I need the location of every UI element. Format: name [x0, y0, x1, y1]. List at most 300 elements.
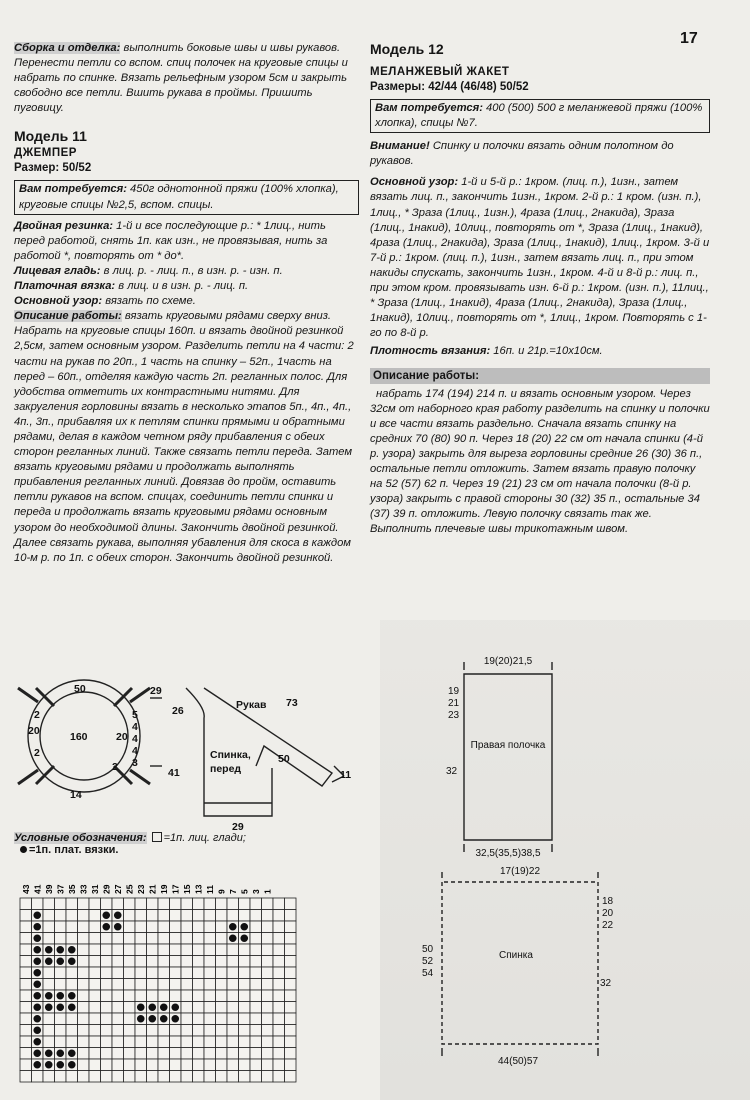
chart-cell [181, 944, 193, 956]
chart-cell [193, 1048, 205, 1060]
model11-subtitle: ДЖЕМПЕР [14, 147, 77, 160]
chart-cell [227, 1002, 239, 1014]
chart-cell [239, 944, 251, 956]
chart-cell [147, 910, 159, 922]
left-column [14, 41, 359, 566]
chart-cell [112, 1059, 124, 1071]
chart-cell [124, 979, 136, 991]
chart-cell [101, 1048, 113, 1060]
back-left-dim-3: 54 [422, 968, 434, 979]
chart-dot [33, 1015, 41, 1023]
front-left-dim-1: 19 [448, 686, 460, 697]
chart-cell [170, 1036, 182, 1048]
chart-cell [158, 1059, 170, 1071]
chart-cell [89, 933, 101, 945]
chart-cell [239, 1025, 251, 1037]
chart-cell [227, 967, 239, 979]
chart-cell [285, 1059, 297, 1071]
chart-cell [66, 1071, 78, 1083]
chart-cell [285, 944, 297, 956]
chart-dot [33, 1038, 41, 1046]
chart-dot [33, 1003, 41, 1011]
chart-cell [147, 979, 159, 991]
chart-cell [112, 1036, 124, 1048]
chart-cell [135, 990, 147, 1002]
chart-dot [33, 980, 41, 988]
chart-cell [78, 967, 90, 979]
yoke-center-count: 160 [70, 731, 88, 743]
chart-cell [216, 944, 228, 956]
chart-dot [45, 1061, 53, 1069]
chart-cell [250, 898, 262, 910]
chart-cell [112, 1013, 124, 1025]
chart-dot [33, 957, 41, 965]
chart-cell [124, 1002, 136, 1014]
chart-cell [43, 979, 55, 991]
chart-cell [250, 1036, 262, 1048]
chart-cell [147, 1048, 159, 1060]
chart-cell [204, 1071, 216, 1083]
chart-cell [55, 910, 67, 922]
chart-column-label: 29 [101, 884, 112, 894]
chart-cell [78, 898, 90, 910]
chart-cell [193, 1025, 205, 1037]
chart-cell [20, 921, 32, 933]
chart-cell [124, 956, 136, 968]
chart-cell [204, 1048, 216, 1060]
chart-cell [135, 1036, 147, 1048]
chart-cell [227, 1013, 239, 1025]
chart-cell [216, 1013, 228, 1025]
chart-cell [170, 910, 182, 922]
chart-dot [56, 1049, 64, 1057]
chart-dot [68, 1061, 76, 1069]
chart-cell [273, 933, 285, 945]
chart-cell [227, 1071, 239, 1083]
chart-dot [229, 934, 237, 942]
chart-cell [181, 1025, 193, 1037]
chart-cell [250, 990, 262, 1002]
sleeve-label: Рукав [236, 699, 267, 711]
chart-cell [20, 1036, 32, 1048]
legend-square-icon [152, 832, 162, 842]
chart-cell [250, 1059, 262, 1071]
chart-cell [135, 967, 147, 979]
assembly-text: выполнить боковые швы и швы рукавов. Перенести петли со вспом. спиц полочек на круговые спицы и набрать по спинке. Вязать рельефным узором 5см и закрыть свободно все петли. Вшить рукава в проймы. Пришить пуговицу. [14, 42, 348, 115]
chart-cell [227, 956, 239, 968]
chart-cell [112, 1071, 124, 1083]
chart-cell [101, 1071, 113, 1083]
density-label: Плотность вязания: [370, 345, 491, 358]
chart-dot [45, 992, 53, 1000]
chart-cell [20, 933, 32, 945]
chart-cell [101, 933, 113, 945]
chart-dot [68, 1049, 76, 1057]
chart-cell [227, 979, 239, 991]
chart-column-label: 15 [181, 884, 192, 894]
chart-cell [250, 979, 262, 991]
chart-cell [124, 1059, 136, 1071]
chart-cell [273, 1048, 285, 1060]
chart-cell [135, 898, 147, 910]
chart-cell [158, 1025, 170, 1037]
chart-cell [20, 1002, 32, 1014]
model12-schematic [420, 650, 650, 1090]
chart-cell [170, 898, 182, 910]
chart-cell [55, 967, 67, 979]
chart-cell [227, 944, 239, 956]
chart-cell [43, 1071, 55, 1083]
chart-cell [262, 898, 274, 910]
chart-cell [20, 967, 32, 979]
assembly-label: Сборка и отделка: [14, 42, 121, 54]
chart-column-label: 27 [112, 884, 123, 894]
chart-cell [43, 910, 55, 922]
chart-cell [101, 1025, 113, 1037]
chart-cell [193, 933, 205, 945]
chart-cell [239, 979, 251, 991]
stockinette-text: в лиц. р. - лиц. п., в изн. р. - изн. п. [100, 264, 283, 277]
chart-cell [227, 898, 239, 910]
chart-cell [193, 1059, 205, 1071]
chart-cell [101, 1059, 113, 1071]
chart-cell [170, 956, 182, 968]
chart-cell [262, 979, 274, 991]
chart-cell [193, 967, 205, 979]
chart-cell [158, 956, 170, 968]
chart-cell [89, 1025, 101, 1037]
chart-cell [216, 1002, 228, 1014]
chart-cell [216, 990, 228, 1002]
chart-cell [262, 1013, 274, 1025]
body-width-dim: 29 [232, 821, 244, 830]
chart-cell [216, 1059, 228, 1071]
chart-cell [101, 944, 113, 956]
chart-column-label: 17 [170, 884, 181, 894]
chart-cell [89, 990, 101, 1002]
chart-cell [216, 1025, 228, 1037]
chart-cell [135, 979, 147, 991]
model12-pattern-label: Основной узор: [370, 176, 459, 189]
chart-cell [285, 921, 297, 933]
model11-title: Модель 11 [14, 128, 87, 145]
chart-cell [273, 1059, 285, 1071]
chart-cell [124, 910, 136, 922]
chart-cell [170, 1059, 182, 1071]
chart-cell [66, 967, 78, 979]
chart-column-label: 11 [204, 885, 215, 894]
yoke-step-3: 4 [132, 733, 138, 745]
chart-cell [170, 921, 182, 933]
chart-cell [89, 956, 101, 968]
chart-cell [78, 956, 90, 968]
chart-cell [204, 910, 216, 922]
chart-dot [114, 911, 122, 919]
density-paragraph [370, 344, 710, 359]
chart-dot [148, 1003, 156, 1011]
chart-cell [216, 910, 228, 922]
chart-dot [240, 923, 248, 931]
chart-cell [204, 1013, 216, 1025]
chart-column-label: 31 [89, 884, 100, 894]
chart-dot [45, 946, 53, 954]
chart-cell [273, 1013, 285, 1025]
model12-materials-box [370, 99, 710, 133]
chart-cell [55, 979, 67, 991]
chart-cell [20, 1048, 32, 1060]
chart-cell [285, 990, 297, 1002]
chart-cell [170, 967, 182, 979]
chart-cell [285, 910, 297, 922]
chart-cell [216, 1048, 228, 1060]
chart-column-label: 39 [43, 884, 54, 894]
chart-cell [89, 1013, 101, 1025]
chart-cell [20, 979, 32, 991]
chart-cell [250, 956, 262, 968]
legend-dot-text: =1п. плат. вязки. [29, 844, 119, 856]
chart-cell [55, 1013, 67, 1025]
chart-dot [240, 934, 248, 942]
chart-cell [124, 1013, 136, 1025]
chart-cell [273, 1025, 285, 1037]
chart-dot [102, 911, 110, 919]
chart-cell [204, 990, 216, 1002]
chart-cell [66, 898, 78, 910]
chart-cell [285, 1025, 297, 1037]
chart-cell [112, 944, 124, 956]
chart-cell [78, 1059, 90, 1071]
back-left-dim-1: 50 [422, 944, 434, 955]
chart-cell [147, 1071, 159, 1083]
model11-schematic [14, 658, 359, 830]
chart-cell [239, 1013, 251, 1025]
chart-cell [43, 1036, 55, 1048]
chart-dot [33, 911, 41, 919]
back-outline [442, 882, 598, 1044]
rib-label: Двойная резинка: [14, 219, 114, 232]
chart-cell [147, 921, 159, 933]
chart-cell [112, 1002, 124, 1014]
raglan-depth-dim: 26 [172, 705, 184, 717]
chart-cell [239, 1059, 251, 1071]
chart-cell [204, 1025, 216, 1037]
chart-cell [20, 1071, 32, 1083]
chart-column-label: 25 [124, 884, 135, 894]
chart-cell [262, 944, 274, 956]
chart-cell [262, 910, 274, 922]
model11-need-label: Вам потребуется: [19, 183, 127, 196]
chart-dot [171, 1015, 179, 1023]
chart-cell [181, 921, 193, 933]
chart-cell [124, 990, 136, 1002]
chart-cell [89, 1036, 101, 1048]
chart-cell [227, 990, 239, 1002]
chart-cell [147, 990, 159, 1002]
chart-cell [170, 1048, 182, 1060]
front-top-dim: 19(20)21,5 [483, 656, 533, 667]
chart-cell [204, 979, 216, 991]
chart-dot [33, 923, 41, 931]
page-number: 17 [680, 30, 698, 47]
legend-label: Условные обозначения: [14, 832, 147, 844]
model11-size: Размер: 50/52 [14, 162, 92, 175]
chart-cell [124, 933, 136, 945]
chart-cell [147, 944, 159, 956]
chart-column-label: 43 [20, 884, 31, 894]
model12-work-label: Описание работы: [370, 368, 710, 384]
chart-cell [285, 898, 297, 910]
chart-cell [285, 1036, 297, 1048]
chart-cell [170, 933, 182, 945]
chart-cell [285, 1002, 297, 1014]
density-text: 16п. и 21р.=10х10см. [490, 345, 603, 358]
body-label-line1: Спинка, [210, 749, 251, 761]
legend-dot-icon [20, 846, 27, 853]
chart-cell [204, 921, 216, 933]
chart-dot [56, 1061, 64, 1069]
chart-cell [147, 1036, 159, 1048]
chart-cell [78, 944, 90, 956]
chart-cell [250, 1071, 262, 1083]
chart-dot [68, 1003, 76, 1011]
chart-cell [124, 967, 136, 979]
chart-dot [33, 969, 41, 977]
chart-cell [66, 1025, 78, 1037]
chart-dot [137, 1015, 145, 1023]
yoke-step-2: 4 [132, 721, 138, 733]
chart-column-label: 37 [55, 884, 66, 894]
chart-cell [20, 910, 32, 922]
chart-cell [170, 1071, 182, 1083]
back-top-dim: 17(19)22 [499, 866, 541, 877]
model11-work-paragraph [14, 309, 359, 566]
chart-cell [78, 921, 90, 933]
chart-cell [181, 898, 193, 910]
chart-cell [204, 898, 216, 910]
chart-cell [181, 1013, 193, 1025]
chart-cell [262, 921, 274, 933]
chart-cell [43, 1025, 55, 1037]
chart-cell [66, 979, 78, 991]
chart-column-label: 21 [147, 884, 158, 894]
chart-cell [170, 1025, 182, 1037]
chart-cell [55, 933, 67, 945]
chart-dot [33, 992, 41, 1000]
chart-cell [273, 956, 285, 968]
chart-cell [89, 1059, 101, 1071]
chart-cell [193, 898, 205, 910]
chart-cell [273, 944, 285, 956]
chart-dot [56, 946, 64, 954]
chart-cell [158, 910, 170, 922]
back-right-dim-1: 18 [602, 896, 614, 907]
chart-column-label: 1 [262, 889, 273, 894]
chart-dot [114, 923, 122, 931]
chart-cell [158, 979, 170, 991]
model12-size: Размеры: 42/44 (46/48) 50/52 [370, 81, 529, 93]
chart-cell [101, 990, 113, 1002]
chart-cell [112, 898, 124, 910]
chart-cell [112, 990, 124, 1002]
chart-cell [101, 967, 113, 979]
chart-dot [102, 923, 110, 931]
garter-text: в лиц. и в изн. р. - лиц. п. [115, 280, 249, 293]
chart-cell [285, 967, 297, 979]
chart-cell [204, 1059, 216, 1071]
sleeve-width-dim: 50 [278, 753, 290, 765]
chart-cell [147, 967, 159, 979]
chart-cell [135, 944, 147, 956]
chart-cell [181, 1059, 193, 1071]
chart-dot [33, 946, 41, 954]
chart-cell [135, 933, 147, 945]
chart-cell [124, 944, 136, 956]
chart-cell [20, 944, 32, 956]
chart-cell [32, 1071, 44, 1083]
chart-cell [227, 1025, 239, 1037]
chart-cell [112, 967, 124, 979]
front-label: Правая полочка [470, 740, 546, 751]
chart-cell [135, 956, 147, 968]
chart-cell [170, 990, 182, 1002]
chart-cell [193, 1036, 205, 1048]
chart-cell [135, 1071, 147, 1083]
chart-cell [273, 898, 285, 910]
chart-column-label: 9 [216, 889, 227, 894]
chart-cell [112, 956, 124, 968]
chart-cell [66, 1013, 78, 1025]
chart-dot [56, 992, 64, 1000]
chart-cell [55, 1025, 67, 1037]
chart-cell [147, 933, 159, 945]
chart-cell [250, 910, 262, 922]
assembly-paragraph [14, 41, 359, 116]
chart-cell [250, 944, 262, 956]
chart-cell [239, 910, 251, 922]
chart-cell [262, 1048, 274, 1060]
chart-cell [181, 956, 193, 968]
rib-paragraph [14, 219, 359, 264]
chart-cell [89, 921, 101, 933]
chart-cell [262, 967, 274, 979]
chart-column-label: 3 [250, 889, 261, 894]
chart-cell [250, 921, 262, 933]
model12-work-text: набрать 174 (194) 214 п. и вязать основным узором. Через 32см от наборного края работу разделить на спинку и полочки и все части вязать раздельно. Сначала вязать спинку на средних 70 (80) 90 п. Через 18 (20) 22 см от начала спинки (4-й р. узора) закрыть для выреза горловины средние 26 (30) 36 п., остальные петли отложить. Затем вязать правую полочку на 52 (57) 62 п. Через 19 (21) 23 см от начала полочки (8-й р. узора) закрыть с правой стороны 30 (32) 35 п., остальные 34 (37) 39 п. отложить. Левую полочку связать так же. Выполнить плечевые швы трикотажным швом. [370, 387, 710, 536]
chart-cell [193, 956, 205, 968]
yoke-step-4: 4 [132, 745, 138, 757]
yoke-raglan-left-bottom: 2 [34, 747, 40, 759]
chart-dot [171, 1003, 179, 1011]
chart-cell [193, 921, 205, 933]
chart-dot [229, 923, 237, 931]
yoke-step-1: 5 [132, 709, 138, 721]
model11-pattern-paragraph [14, 294, 359, 309]
chart-column-label: 23 [135, 884, 146, 894]
chart-cell [147, 898, 159, 910]
chart-cell [204, 933, 216, 945]
attention-text: Спинку и полочки вязать одним полотном до рукавов. [370, 140, 674, 168]
chart-dot [56, 957, 64, 965]
attention-label: Внимание! [370, 140, 430, 153]
chart-cell [20, 898, 32, 910]
chart-dot [33, 1061, 41, 1069]
back-label: Спинка [499, 950, 533, 961]
chart-dot [160, 1015, 168, 1023]
chart-cell [66, 921, 78, 933]
model12-pattern-text: 1-й и 5-й р.: 1кром. (лиц. п.), 1изн., затем вязать лиц. п., закончить 1изн., 1кром. 2-й р.: 1 кром. (изн. п.), 1лиц., * Зраза (1лиц., 1изн.), 4раза (1лиц., 2накида), Зраза (1лиц., 1накид), 10лиц., повторять от *, Зраза (1лиц., 1накид), 4раза (1лиц., 2накида), Зраза (1лиц., 1накид), 1лиц., 1кром. 3-й и 7-й р.: 1кром. (лиц. п.), 1изн., затем вязать лиц. п., при этом накиды спускать, закончить 1изн., 1кром. 4-й и 8-й р.: лиц. п., при этом кром. провязывать изн. 6-й р.: 1кром. (изн. п.), 11лиц., * Зраза (1лиц., 1накид), 4раза (1лиц., 2накида), Зраза (1лиц., 1накид), 10лиц., повторять от *, 1лиц., 1кром. Повторять с 1-го по 8-й р. [370, 176, 710, 340]
chart-cell [32, 898, 44, 910]
model11-work-text: вязать круговыми рядами сверху вниз. Набрать на круговые спицы 160п. и вязать двойной резинкой 2,5см, затем основным узором. Разделить петли на 4 части: 2 части на рукав по 20п., 1 часть на спинку – 52п., 1часть на перед – 60п., отделяя каждую часть 2п. регланных полос. Для удобства отметить их контрастными нитями. Для закругления горловины вязать в несколько этапов 5п., 4п., 4п., 4п., 3п., прибавляя их к петлям спинки прямыми и обратными рядами, делая в каждом четном ряду прибавления с обеих сторон регланных линий. Также связать петли переда. Затем вязать круговыми рядами и продолжать выполнять прибавления регланных линий. Довязав до пройм, оставить петли рукавов на вспом. спицах, соединить петли спинки и переда и продолжать вязать круговыми рядами основным узором до необходимой длины. Закончить двойной резинкой. Далее связать рукава, выполняя убавления для скоса в каждом 10-м р. по 1п. с обеих сторон. Закончить двойной резинкой. [14, 310, 354, 564]
